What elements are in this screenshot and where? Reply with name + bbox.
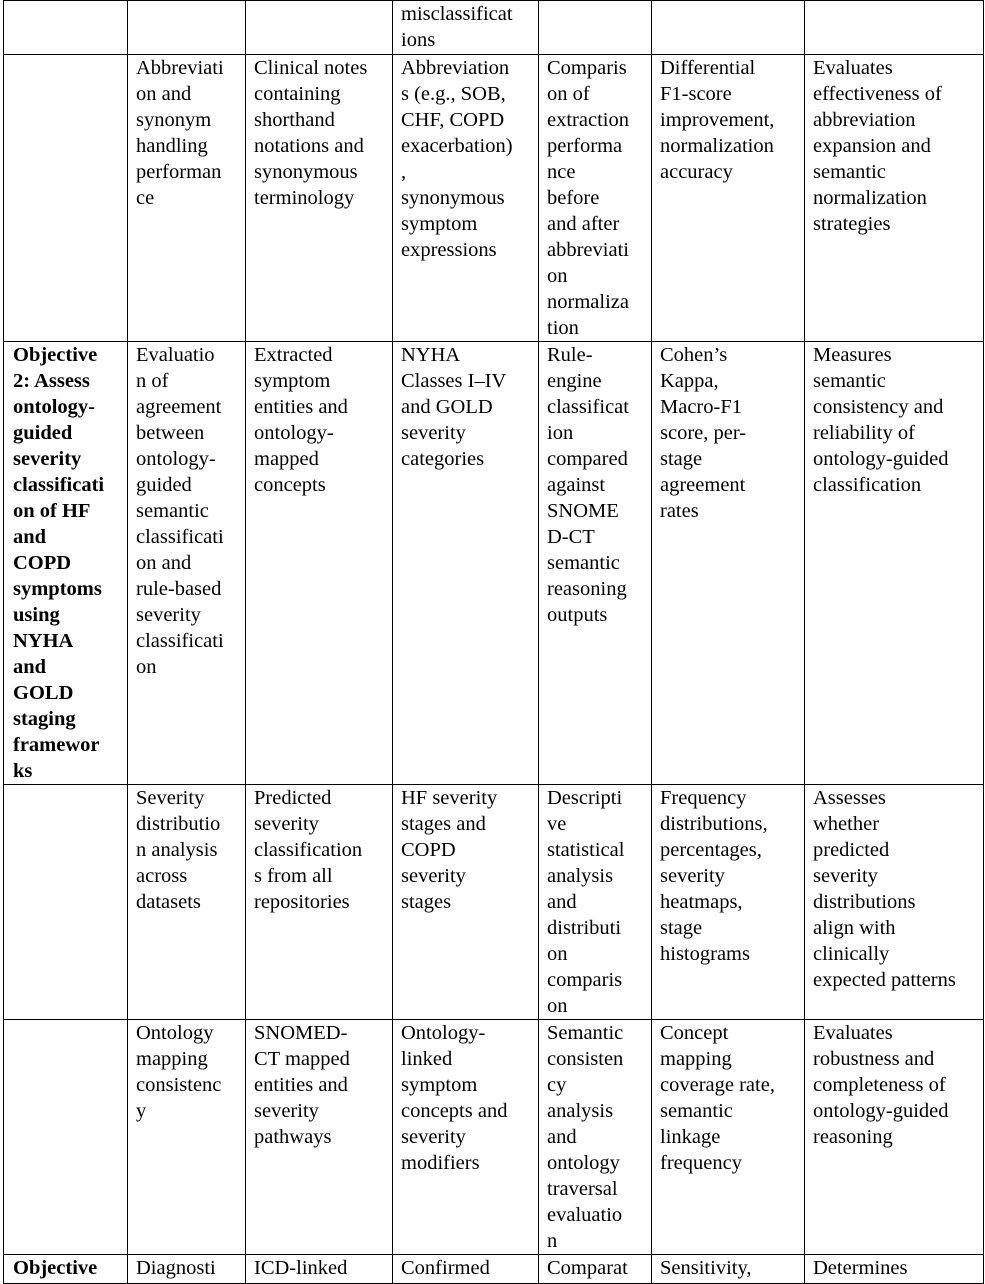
- measure-cell: Abbreviati on and synonym handling performan ce: [128, 55, 246, 342]
- method-cell: Comparis on of extraction performa nce before and after abbreviati on normaliza tion: [539, 55, 652, 342]
- measure-cell: [128, 1, 246, 55]
- table-row: [4, 55, 984, 342]
- purpose-cell: [805, 1, 984, 55]
- metrics-cell: Sensitivity,: [652, 1255, 805, 1284]
- table-row: [4, 785, 984, 1020]
- data-source-cell: Predicted severity classification s from all repositories: [246, 785, 393, 1020]
- table-row: [4, 342, 984, 785]
- method-cell: Rule- engine classificat ion compared against SNOME D-CT semantic reasoning outputs: [539, 342, 652, 785]
- method-cell: Semantic consisten cy analysis and ontology traversal evaluatio n: [539, 1020, 652, 1255]
- measure-cell: Severity distributio n analysis across datasets: [128, 785, 246, 1020]
- data-source-cell: Clinical notes containing shorthand notations and synonymous terminology: [246, 55, 393, 342]
- variables-cell: Confirmed: [393, 1255, 539, 1284]
- objective-cell: Objective: [4, 1255, 128, 1284]
- measure-cell: Diagnosti: [128, 1255, 246, 1284]
- method-cell: Comparat: [539, 1255, 652, 1284]
- objective-cell: [4, 1020, 128, 1255]
- method-cell: [539, 1, 652, 55]
- objective-cell: [4, 55, 128, 342]
- purpose-cell: Measures semantic consistency and reliability of ontology-guided classification: [805, 342, 984, 785]
- objective-cell: [4, 1, 128, 55]
- metrics-cell: Differential F1-score improvement, normalization accuracy: [652, 55, 805, 342]
- table-row: [4, 1020, 984, 1255]
- metrics-cell: Cohen’s Kappa, Macro-F1 score, per- stage agreement rates: [652, 342, 805, 785]
- variables-cell: Ontology- linked symptom concepts and severity modifiers: [393, 1020, 539, 1255]
- metrics-cell: [652, 1, 805, 55]
- variables-cell: misclassificat ions: [393, 1, 539, 55]
- data-source-cell: ICD-linked: [246, 1255, 393, 1284]
- measure-cell: Ontology mapping consistenc y: [128, 1020, 246, 1255]
- metrics-cell: Frequency distributions, percentages, severity heatmaps, stage histograms: [652, 785, 805, 1020]
- purpose-cell: Evaluates robustness and completeness of ontology-guided reasoning: [805, 1020, 984, 1255]
- data-source-cell: SNOMED- CT mapped entities and severity pathways: [246, 1020, 393, 1255]
- data-source-cell: [246, 1, 393, 55]
- data-source-cell: Extracted symptom entities and ontology- mapped concepts: [246, 342, 393, 785]
- purpose-cell: Determines: [805, 1255, 984, 1284]
- variables-cell: Abbreviation s (e.g., SOB, CHF, COPD exacerbation) , synonymous symptom expressions: [393, 55, 539, 342]
- objective-cell: [4, 785, 128, 1020]
- purpose-cell: Evaluates effectiveness of abbreviation expansion and semantic normalization strategies: [805, 55, 984, 342]
- variables-cell: NYHA Classes I–IV and GOLD severity categories: [393, 342, 539, 785]
- metrics-cell: Concept mapping coverage rate, semantic linkage frequency: [652, 1020, 805, 1255]
- objective-cell: Objective 2: Assess ontology- guided severity classificati on of HF and COPD symptoms using NYHA and GOLD staging framewor ks: [4, 342, 128, 785]
- measure-cell: Evaluatio n of agreement between ontology- guided semantic classificati on and rule-based severity classificati on: [128, 342, 246, 785]
- table-row: [4, 1, 984, 55]
- purpose-cell: Assesses whether predicted severity distributions align with clinically expected patterns: [805, 785, 984, 1020]
- table-row: [4, 1255, 984, 1284]
- variables-cell: HF severity stages and COPD severity stages: [393, 785, 539, 1020]
- method-cell: Descripti ve statistical analysis and distributi on comparis on: [539, 785, 652, 1020]
- evaluation-table: [3, 0, 984, 1284]
